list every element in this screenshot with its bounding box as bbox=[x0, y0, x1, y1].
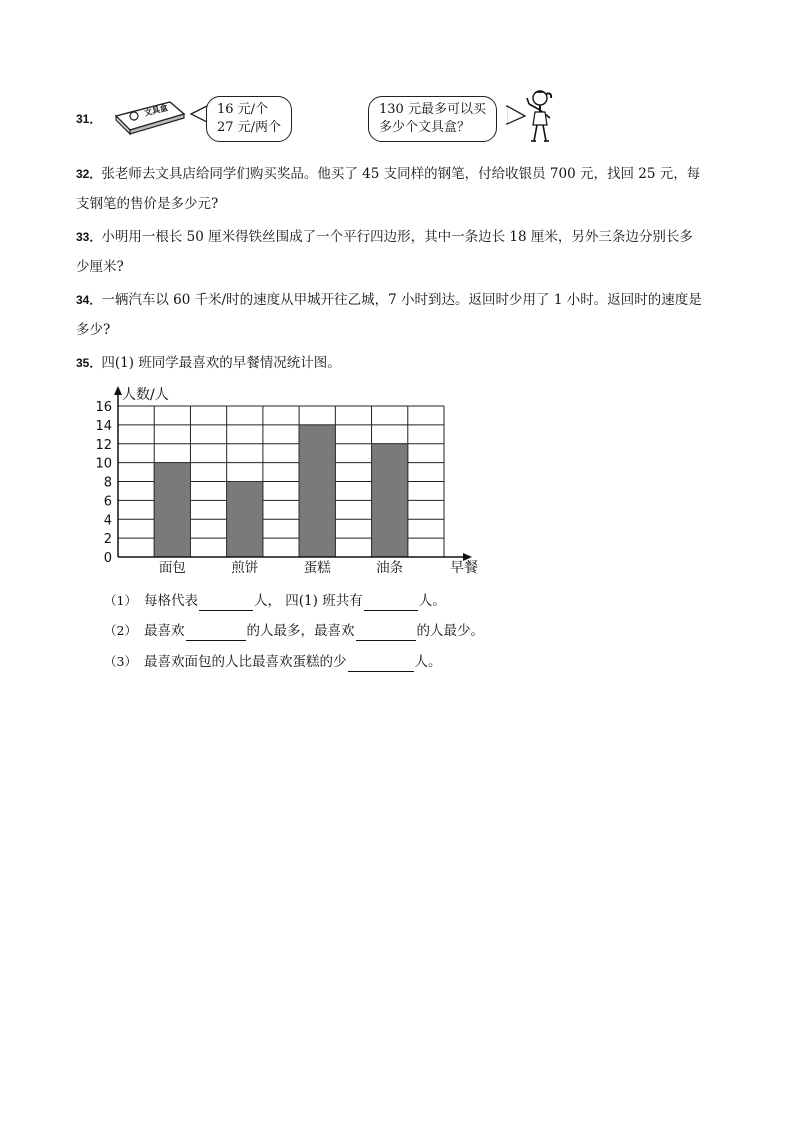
q34-text-line1: 一辆汽车以 60 千米/时的速度从甲城开往乙城，7 小时到达。返回时少用了 1 小时。返回时的速度是 bbox=[101, 292, 702, 308]
answer-blank-least[interactable] bbox=[356, 626, 416, 641]
q31-number: 31． bbox=[76, 112, 102, 126]
q35-sub1 bbox=[104, 591, 446, 611]
girl-figure-icon bbox=[520, 88, 560, 144]
y-tick-label: 14 bbox=[95, 418, 112, 434]
q33-text-line2: 少厘米? bbox=[76, 259, 124, 275]
q35-sub1-c: 人。 bbox=[418, 593, 446, 609]
q33-number: 33． bbox=[76, 230, 102, 244]
q33-text-line1: 小明用一根长 50 厘米得铁丝围成了一个平行四边形，其中一条边长 18 厘米，另外三条边分别长多 bbox=[101, 229, 693, 245]
x-axis-label: 早餐 bbox=[450, 560, 478, 576]
y-tick-label: 0 bbox=[103, 551, 112, 566]
q32-text-line1: 张老师去文具店给同学们购买奖品。他买了 45 支同样的钢笔，付给收银员 700 元，找回 25 元，每 bbox=[101, 166, 701, 182]
q35-line bbox=[76, 353, 341, 373]
y-axis-arrow bbox=[114, 386, 122, 395]
q35-sub3-paren: （3） bbox=[104, 654, 137, 669]
bubble-right-line2: 多少个文具盒？ bbox=[379, 120, 471, 135]
y-tick-label: 10 bbox=[95, 456, 112, 472]
y-tick-label: 4 bbox=[103, 513, 112, 529]
q35-sub2-a: 最喜欢 bbox=[144, 623, 185, 639]
q35-sub1-b: 人， 四(1) 班共有 bbox=[254, 593, 363, 609]
y-tick-label: 16 bbox=[95, 400, 112, 415]
category-label: 油条 bbox=[376, 560, 404, 576]
bar-3 bbox=[299, 425, 335, 557]
y-axis-label: 人数/人 bbox=[122, 387, 169, 403]
q34-text-line2: 多少? bbox=[76, 322, 111, 338]
q35-number: 35． bbox=[76, 356, 102, 370]
answer-blank-class-total[interactable] bbox=[364, 596, 418, 611]
y-tick-label: 6 bbox=[103, 494, 112, 510]
bubble-right-line1: 130 元最多可以买 bbox=[379, 102, 486, 117]
q35-sub2-b: 的人最多，最喜欢 bbox=[246, 623, 355, 639]
bubble-right bbox=[368, 96, 497, 142]
y-tick-label: 8 bbox=[103, 475, 112, 491]
bar-1 bbox=[154, 463, 190, 557]
bar-2 bbox=[227, 482, 263, 558]
pencil-box-label: 文具盒 bbox=[143, 102, 169, 118]
q35-sub1-a: 每格代表 bbox=[144, 593, 198, 609]
pencil-box-icon bbox=[112, 96, 188, 136]
q35-title: 四(1) 班同学最喜欢的早餐情况统计图。 bbox=[101, 355, 341, 371]
category-label: 煎饼 bbox=[231, 560, 259, 576]
q34-line1 bbox=[76, 290, 702, 310]
category-label: 面包 bbox=[158, 560, 186, 576]
q34-number: 34． bbox=[76, 293, 102, 307]
q32-text-line2: 支钢笔的售价是多少元? bbox=[76, 196, 219, 212]
y-tick-label: 2 bbox=[103, 532, 112, 548]
bar-4 bbox=[372, 444, 408, 557]
q35-sub3-b: 人。 bbox=[414, 654, 442, 670]
q35-sub3-a: 最喜欢面包的人比最喜欢蛋糕的少 bbox=[144, 654, 347, 670]
category-label: 蛋糕 bbox=[303, 560, 331, 576]
y-tick-label: 12 bbox=[95, 437, 112, 453]
bubble-left-line1: 16 元/个 bbox=[217, 102, 269, 117]
answer-blank-difference[interactable] bbox=[348, 657, 414, 672]
breakfast-bar-chart bbox=[80, 384, 490, 582]
q35-sub3 bbox=[104, 652, 442, 672]
bubble-left-line2: 27 元/两个 bbox=[217, 120, 282, 135]
q32-line1 bbox=[76, 164, 700, 184]
bubble-left bbox=[206, 96, 292, 142]
q33-line1 bbox=[76, 227, 693, 247]
answer-blank-per-cell[interactable] bbox=[199, 596, 253, 611]
q32-number: 32． bbox=[76, 167, 102, 181]
q35-sub2-paren: （2） bbox=[104, 623, 137, 638]
q35-sub2 bbox=[104, 621, 484, 641]
q35-sub2-c: 的人最少。 bbox=[416, 623, 484, 639]
q35-sub1-paren: （1） bbox=[104, 593, 137, 608]
answer-blank-most[interactable] bbox=[186, 626, 246, 641]
